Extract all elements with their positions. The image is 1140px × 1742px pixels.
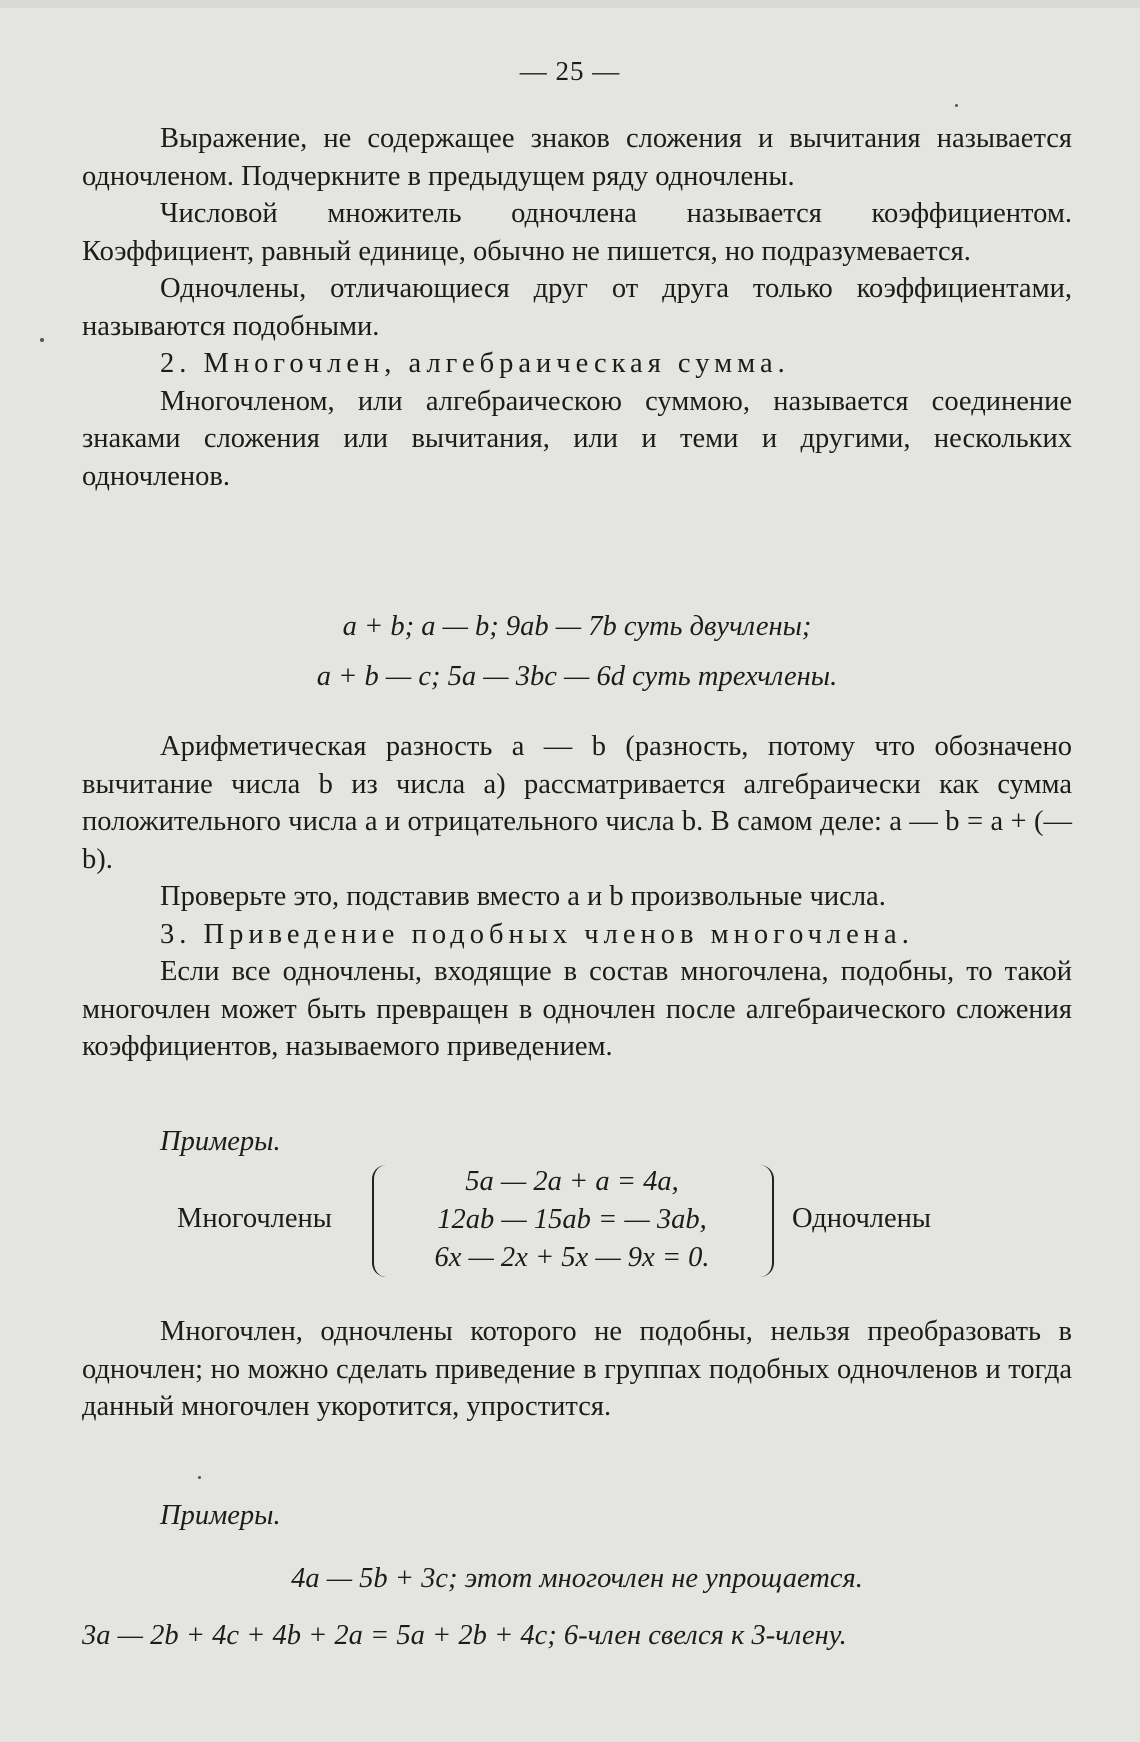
equation-list <box>382 1163 762 1277</box>
print-speck <box>955 104 958 107</box>
text-column <box>82 120 1072 495</box>
examples-label-2: Примеры. <box>160 1500 281 1531</box>
formula-not-simplified: 4a — 5b + 3c; этот многочлен не упрощается. <box>291 1563 863 1594</box>
polynomials-label: Многочлены <box>177 1203 332 1234</box>
paragraph-verify: Проверьте это, подставив вместо a и b произвольные числа. <box>160 881 886 912</box>
examples-label-1: Примеры. <box>160 1126 281 1157</box>
text-column-2 <box>82 728 1072 1066</box>
print-speck <box>198 1476 201 1479</box>
paragraph-coefficient: Числовой множитель одночлена называется коэффициентом. Коэффициент, равный единице, обычно не пишется, но подразумевается. <box>82 198 1072 267</box>
paragraph-non-similar: Многочлен, одночлены которого не подобны, нельзя преобразовать в одночлен; но можно сделать приведение в группах подобных одночленов и тогда данный многочлен укоротится, упростится. <box>82 1316 1072 1422</box>
text-column-3 <box>82 1313 1072 1426</box>
section-heading-polynomial: 2. Многочлен, алгебраическая сумма. <box>160 348 790 379</box>
print-speck <box>40 338 44 342</box>
paragraph-monomial-definition: Выражение, не содержащее знаков сложения и вычитания называется одночленом. Подчеркните в предыдущем ряду одночлены. <box>82 123 1072 192</box>
monomials-label: Одночлены <box>792 1203 932 1234</box>
paragraph-similar-terms: Одночлены, отличающиеся друг от друга только коэффициентами, называются подобными. <box>82 273 1072 342</box>
equation-3: 6x — 2x + 5x — 9x = 0. <box>434 1242 710 1273</box>
section-heading-reduction: 3. Приведение подобных членов многочлена. <box>160 918 914 950</box>
paragraph-polynomial-definition: Многочленом, или алгебраическою суммою, называется соединение знаками сложения или вычитания, или и теми и другими, нескольких одночленов. <box>82 385 1072 492</box>
right-brace <box>758 1165 774 1277</box>
formula-trinomials: a + b — c; 5a — 3bc — 6d суть трехчлены. <box>316 661 838 692</box>
page-number: — 25 — <box>519 56 621 86</box>
equation-system <box>82 1163 1072 1283</box>
equation-2: 12ab — 15ab = — 3ab, <box>437 1204 707 1235</box>
formula-block-1 <box>82 602 1072 702</box>
formula-six-term: 3a — 2b + 4c + 4b + 2a = 5a + 2b + 4c; 6-член свелся к 3-члену. <box>82 1620 847 1651</box>
equation-1: 5a — 2a + a = 4a, <box>465 1166 679 1197</box>
paragraph-reduction: Если все одночлены, входящие в состав многочлена, подобны, то такой многочлен может быть превращен в одночлен после алгебраического сложения коэффициентов, называемого приведением. <box>82 956 1072 1062</box>
paragraph-arithmetic-difference: Арифметическая разность a — b (разность, потому что обозначено вычитание числа b из числа a) рассматривается алгебраически как сумма положительного числа a и отрицательного числа b. В самом деле: a — b = a + (— b). <box>82 731 1072 875</box>
formula-binomials: a + b; a — b; 9ab — 7b суть двучлены; <box>342 611 812 642</box>
